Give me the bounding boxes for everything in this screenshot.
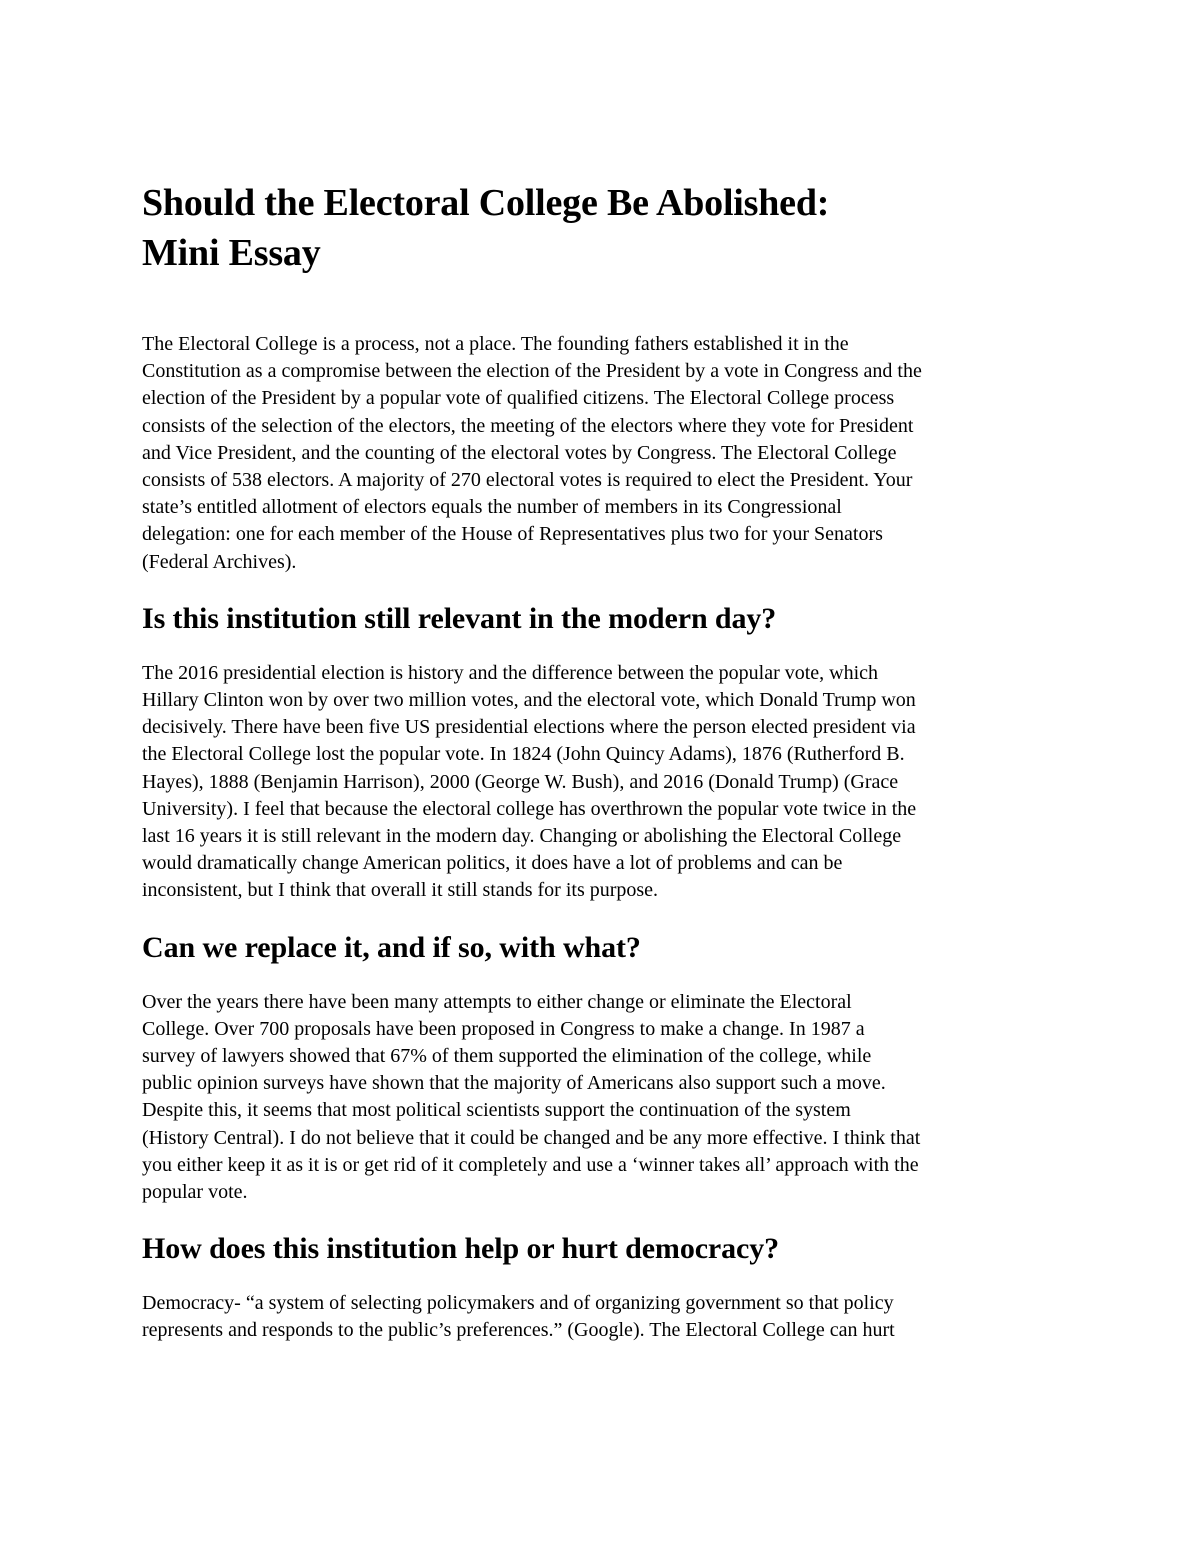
paragraph-line: Over the years there have been many attempts to either change or eliminate the Electoral (142, 990, 852, 1013)
paragraph-line: College. Over 700 proposals have been proposed in Congress to make a change. In 1987 a (142, 1017, 865, 1040)
title-line: Should the Electoral College Be Abolished: (142, 182, 830, 224)
paragraph-line: delegation: one for each member of the House of Representatives plus two for your Senators (142, 523, 883, 546)
document-page (142, 178, 1072, 1345)
paragraph-line: consists of the selection of the electors, the meeting of the electors where they vote for President (142, 414, 914, 437)
paragraph-line: The Electoral College is a process, not a place. The founding fathers established it in the (142, 333, 849, 355)
paragraph-line: state’s entitled allotment of electors equals the number of members in its Congressional (142, 496, 842, 519)
paragraph-line: Hayes), 1888 (Benjamin Harrison), 2000 (George W. Bush), and 2016 (Donald Trump) (Grace (142, 770, 899, 793)
paragraph-line: decisively. There have been five US presidential elections where the person elected president via (142, 716, 916, 739)
paragraph-line: (Federal Archives). (142, 550, 297, 573)
paragraph-line: Constitution as a compromise between the election of the President by a vote in Congress and the (142, 360, 922, 383)
title-line: Mini Essay (142, 232, 321, 274)
section-heading-democracy: How does this institution help or hurt democracy? (142, 1232, 780, 1266)
paragraph-line: popular vote. (142, 1181, 248, 1204)
paragraph-line: inconsistent, but I think that overall it still stands for its purpose. (142, 879, 659, 902)
paragraph-line: (History Central). I do not believe that it could be changed and be any more effective. I think that (142, 1126, 921, 1149)
paragraph-line: University). I feel that because the electoral college has overthrown the popular vote twice in the (142, 797, 917, 820)
paragraph-line: Democracy- “a system of selecting policymakers and of organizing government so that policy (142, 1292, 894, 1315)
relevance-paragraph (142, 660, 1072, 905)
paragraph-line: The 2016 presidential election is history and the difference between the popular vote, which (142, 661, 879, 684)
paragraph-line: represents and responds to the public’s preferences.” (Google). The Electoral College can hurt (142, 1319, 895, 1342)
section-heading-replacement: Can we replace it, and if so, with what? (142, 930, 641, 964)
paragraph-line: consists of 538 electors. A majority of 270 electoral votes is required to elect the President. Your (142, 469, 913, 492)
paragraph-line: would dramatically change American politics, it does have a lot of problems and can be (142, 852, 843, 875)
paragraph-line: survey of lawyers showed that 67% of them supported the elimination of the college, while (142, 1045, 872, 1068)
paragraph-line: last 16 years it is still relevant in the modern day. Changing or abolishing the Electoral College (142, 825, 902, 848)
paragraph-line: the Electoral College lost the popular vote. In 1824 (John Quincy Adams), 1876 (Rutherford B. (142, 743, 905, 766)
paragraph-line: Despite this, it seems that most political scientists support the continuation of the system (142, 1099, 851, 1122)
paragraph-line: you either keep it as it is or get rid of it completely and use a ‘winner takes all’ approach with the (142, 1153, 919, 1176)
paragraph-line: election of the President by a popular vote of qualified citizens. The Electoral College process (142, 387, 895, 410)
democracy-paragraph (142, 1290, 1072, 1344)
document-title (142, 178, 1072, 278)
paragraph-line: Hillary Clinton won by over two million votes, and the electoral vote, which Donald Trump won (142, 689, 916, 712)
intro-paragraph (142, 331, 1072, 576)
section-heading-relevance: Is this institution still relevant in the modern day? (142, 601, 777, 635)
paragraph-line: public opinion surveys have shown that the majority of Americans also support such a move. (142, 1072, 886, 1095)
replacement-paragraph (142, 989, 1072, 1207)
paragraph-line: and Vice President, and the counting of the electoral votes by Congress. The Electoral College (142, 441, 897, 464)
